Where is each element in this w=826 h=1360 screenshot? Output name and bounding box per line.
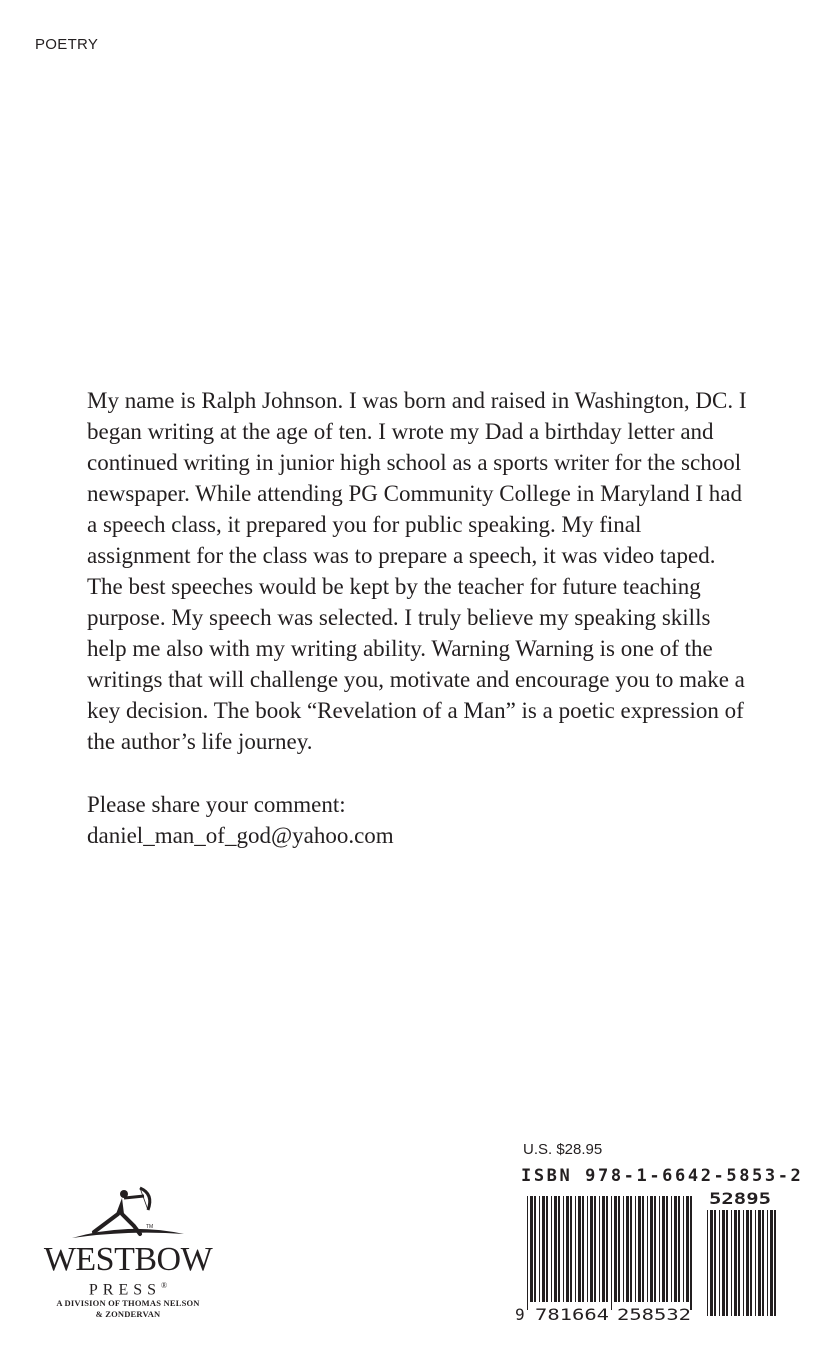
barcode-bar <box>714 1210 716 1316</box>
barcode-bar <box>746 1210 749 1316</box>
barcode-bar <box>614 1196 617 1302</box>
barcode-bar <box>626 1196 629 1302</box>
barcode-bar <box>546 1196 548 1302</box>
barcode-bar <box>578 1196 581 1302</box>
barcode-bar <box>542 1196 545 1302</box>
barcode-bar <box>642 1196 644 1302</box>
contact-email: daniel_man_of_god@yahoo.com <box>87 823 394 848</box>
barcode-bar <box>587 1196 588 1302</box>
barcode-bar <box>659 1196 660 1302</box>
barcode-addon-digits: 52895 <box>709 1189 771 1208</box>
barcode-bar <box>734 1210 737 1316</box>
barcode-bar <box>530 1196 533 1302</box>
archer-icon <box>28 1184 228 1244</box>
barcode-left-digits: 781664 <box>535 1305 609 1324</box>
barcode-bar <box>570 1196 572 1302</box>
contact-prompt: Please share your comment: <box>87 792 346 817</box>
publisher-name: WESTBOW <box>43 1241 213 1278</box>
barcode-bar <box>743 1210 744 1316</box>
barcode-bar <box>686 1196 689 1302</box>
barcode-bar <box>770 1210 773 1316</box>
barcode-bar <box>582 1196 584 1302</box>
barcode-lead-digit: 9 <box>515 1305 525 1324</box>
barcode-bar <box>563 1196 564 1302</box>
trademark-mark: TM <box>146 1224 154 1230</box>
barcode-bar <box>611 1196 612 1310</box>
barcode-bar <box>594 1196 596 1302</box>
barcode-bar <box>674 1196 677 1302</box>
ean-bars <box>527 1196 692 1310</box>
barcode-bar <box>539 1196 540 1302</box>
barcode-bar <box>638 1196 641 1302</box>
price-label: U.S. $28.95 <box>523 1141 603 1158</box>
barcode-bar <box>566 1196 569 1302</box>
barcode-bar <box>527 1196 528 1310</box>
barcode-bar <box>575 1196 576 1302</box>
barcode-bar <box>558 1196 560 1302</box>
genre-label: POETRY <box>35 36 99 53</box>
barcode-bar <box>722 1210 725 1316</box>
publisher-imprint <box>28 1277 228 1299</box>
barcode-bar <box>758 1210 761 1316</box>
barcode-bar <box>710 1210 713 1316</box>
barcode-bar <box>707 1210 708 1316</box>
barcode-bar <box>683 1196 684 1302</box>
barcode-right-digits: 258532 <box>617 1305 691 1324</box>
author-blurb <box>87 385 747 851</box>
barcode-bar <box>767 1210 768 1316</box>
publisher-division-line1: A DIVISION OF THOMAS NELSON <box>56 1298 200 1308</box>
publisher-division-line2: & ZONDERVAN <box>95 1309 161 1319</box>
barcode-bar <box>654 1196 656 1302</box>
barcode-bar <box>635 1196 636 1302</box>
barcode-bar <box>731 1210 732 1316</box>
barcode-bar <box>750 1210 752 1316</box>
barcode-bar <box>678 1196 680 1302</box>
barcode-bar <box>662 1196 665 1302</box>
barcode-bar <box>551 1196 552 1302</box>
barcode-bar <box>623 1196 624 1302</box>
barcode-bar <box>762 1210 764 1316</box>
imprint-label: PRESS <box>88 1281 162 1299</box>
barcode-bar <box>599 1196 600 1302</box>
barcode-bar <box>630 1196 632 1302</box>
barcode-bar <box>726 1210 728 1316</box>
addon-bars <box>707 1210 776 1316</box>
barcode-bar <box>719 1210 720 1316</box>
barcode-bar <box>666 1196 668 1302</box>
barcode-bar <box>738 1210 740 1316</box>
barcode-bar <box>774 1210 776 1316</box>
barcode-bar <box>647 1196 648 1302</box>
barcode-bar <box>602 1196 605 1302</box>
barcode-bar <box>650 1196 653 1302</box>
barcode-bar <box>618 1196 620 1302</box>
barcode-bar <box>606 1196 608 1302</box>
barcode-bar <box>671 1196 672 1302</box>
blurb-paragraph: My name is Ralph Johnson. I was born and raised in Washington, DC. I began writing at the age of ten. I wrote my Dad a birthday letter and continued writing in junior high school as a sports writer for the school newspaper. While attending PG Community College in Maryland I had a speech class, it prepared you for public speaking. My final assignment for the class was to prepare a speech, it was video taped. The best speeches would be kept by the teacher for future teaching purpose. My speech was selected. I truly believe my speaking skills help me also with my writing ability. Warning Warning is one of the writings that will challenge you, motivate and encourage you to make a key decision. The book “Revelation of a Man” is a poetic expression of the author’s life journey. <box>87 388 747 754</box>
barcode-bar <box>690 1196 692 1310</box>
barcode-bar <box>590 1196 593 1302</box>
barcode-bar <box>755 1210 756 1316</box>
barcode-bar <box>534 1196 536 1302</box>
isbn-label: ISBN 978-1-6642-5853-2 <box>521 1166 804 1186</box>
registered-mark: ® <box>161 1281 168 1290</box>
publisher-logo <box>28 1184 228 1334</box>
barcode-icon <box>513 1188 783 1328</box>
barcode-bar <box>554 1196 557 1302</box>
